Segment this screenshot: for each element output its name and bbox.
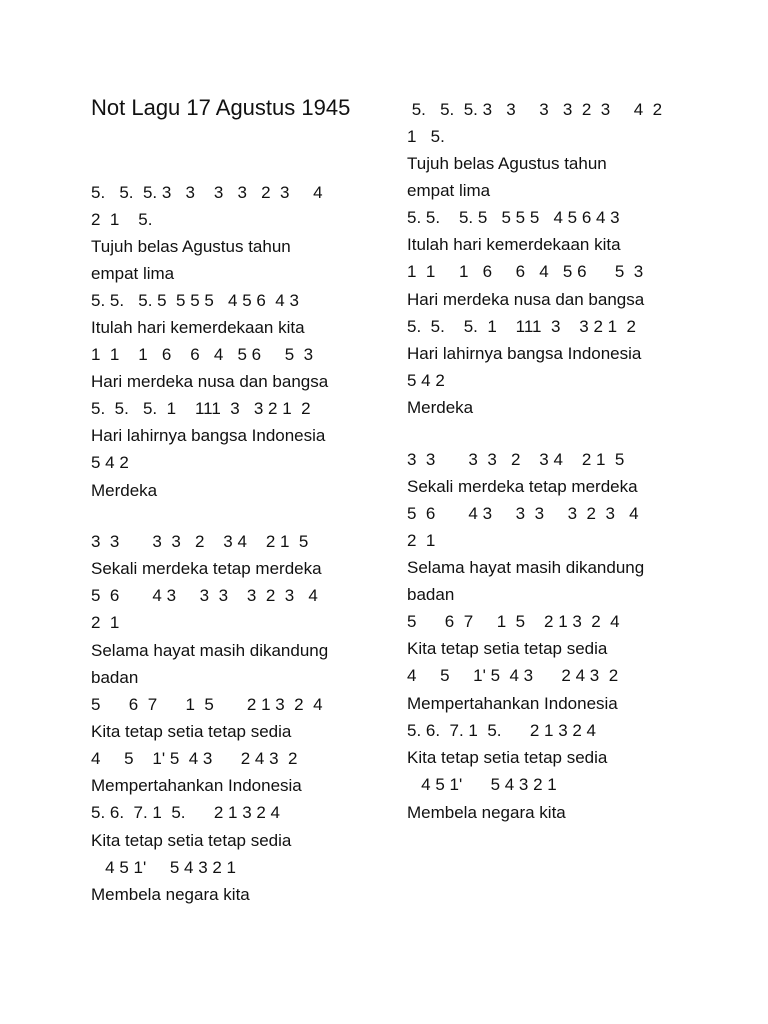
notation-line: 1 1 1 6 6 4 5 6 5 3 [91, 345, 314, 364]
page-title: Not Lagu 17 Agustus 1945 [91, 95, 351, 120]
notation-line: 3 3 3 3 2 3 4 2 1 5 [91, 532, 309, 551]
notation-line: 5 6 4 3 3 3 3 2 3 4 [91, 586, 318, 605]
lyric-line: Kita tetap setia tetap sedia [407, 639, 608, 658]
lyric-line: Hari lahirnya bangsa Indonesia [91, 426, 326, 445]
lyric-line: Selama hayat masih dikandung [91, 641, 329, 660]
notation-line: 5 6 7 1 5 2 1 3 2 4 [91, 695, 323, 714]
notation-line: 4 5 1' 5 4 3 2 4 3 2 [91, 749, 298, 768]
notation-line: 2 1 [407, 531, 436, 550]
notation-line: 1 5. [407, 127, 445, 146]
lyric-line: Hari merdeka nusa dan bangsa [91, 372, 329, 391]
lyric-line: Itulah hari kemerdekaan kita [407, 235, 621, 254]
lyric-line: Membela negara kita [91, 885, 250, 904]
notation-line: 4 5 1' 5 4 3 2 1 [91, 858, 237, 877]
notation-line: 4 5 1' 5 4 3 2 4 3 2 [407, 666, 619, 685]
lyric-line: Itulah hari kemerdekaan kita [91, 318, 305, 337]
notation-line: 2 1 5. [91, 210, 153, 229]
lyric-line: Mempertahankan Indonesia [407, 694, 618, 713]
lyric-line: Membela negara kita [407, 803, 566, 822]
notation-line: 5. 5. 5. 5 5 5 5 4 5 6 4 3 [91, 291, 299, 310]
lyric-line: badan [407, 585, 455, 604]
lyric-line: Merdeka [407, 398, 474, 417]
lyric-line: Kita tetap setia tetap sedia [407, 748, 608, 767]
notation-line: 5 4 2 [91, 453, 129, 472]
notation-line: 5. 5. 5. 1 111 3 3 2 1 2 [91, 399, 311, 418]
lyric-line: empat lima [407, 181, 491, 200]
notation-line: 5 4 2 [407, 371, 445, 390]
lyric-line: Sekali merdeka tetap merdeka [91, 559, 322, 578]
notation-line: 5. 5. 5. 3 3 3 3 2 3 4 [91, 183, 323, 202]
notation-line: 5. 5. 5. 5 5 5 5 4 5 6 4 3 [407, 208, 620, 227]
notation-line: 5. 6. 7. 1 5. 2 1 3 2 4 [407, 721, 597, 740]
notation-line: 2 1 [91, 613, 120, 632]
lyric-line: Kita tetap setia tetap sedia [91, 831, 292, 850]
notation-line: 5. 5. 5. 3 3 3 3 2 3 4 2 [407, 100, 663, 119]
lyric-line: badan [91, 668, 139, 687]
lyric-line: Tujuh belas Agustus tahun [91, 237, 291, 256]
notation-line: 4 5 1' 5 4 3 2 1 [407, 775, 557, 794]
notation-line: 3 3 3 3 2 3 4 2 1 5 [407, 450, 625, 469]
notation-line: 5 6 4 3 3 3 3 2 3 4 [407, 504, 639, 523]
notation-line: 5 6 7 1 5 2 1 3 2 4 [407, 612, 620, 631]
notation-line: 1 1 1 6 6 4 5 6 5 3 [407, 262, 644, 281]
lyric-line: Tujuh belas Agustus tahun [407, 154, 607, 173]
notation-line: 5. 5. 5. 1 111 3 3 2 1 2 [407, 317, 637, 336]
lyric-line: empat lima [91, 264, 175, 283]
lyric-line: Sekali merdeka tetap merdeka [407, 477, 638, 496]
lyric-line: Merdeka [91, 481, 158, 500]
lyric-line: Hari lahirnya bangsa Indonesia [407, 344, 642, 363]
lyric-line: Selama hayat masih dikandung [407, 558, 645, 577]
lyric-line: Mempertahankan Indonesia [91, 776, 302, 795]
lyric-line: Kita tetap setia tetap sedia [91, 722, 292, 741]
lyric-line: Hari merdeka nusa dan bangsa [407, 290, 645, 309]
notation-line: 5. 6. 7. 1 5. 2 1 3 2 4 [91, 803, 281, 822]
